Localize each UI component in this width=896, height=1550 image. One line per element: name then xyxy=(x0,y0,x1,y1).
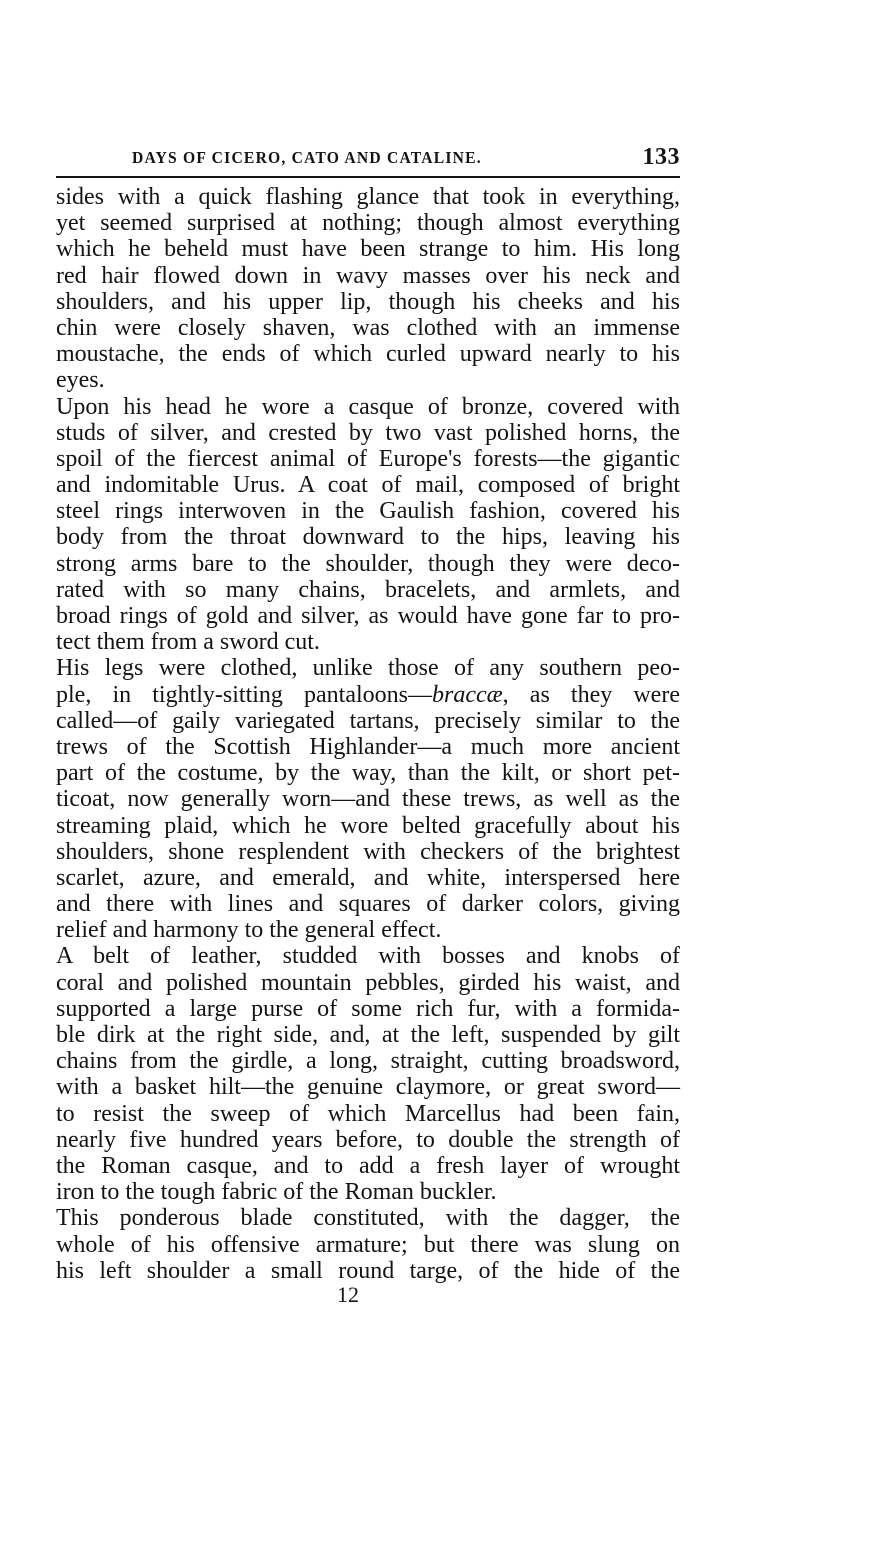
text-line: supported a large purse of some rich fur, with a formida- xyxy=(56,995,680,1022)
text-line: red hair flowed down in wavy masses over his neck and xyxy=(56,262,680,289)
header-rule xyxy=(56,176,680,178)
text-line: chin were closely shaven, was clothed with an immense xyxy=(56,314,680,341)
text-line: scarlet, azure, and emerald, and white, interspersed here xyxy=(56,864,680,891)
running-title: DAYS OF CICERO, CATO AND CATALINE. xyxy=(132,148,482,167)
text-line: trews of the Scottish Highlander—a much more ancient xyxy=(56,733,680,760)
body-text xyxy=(56,184,680,1284)
text-line: body from the throat downward to the hips, leaving his xyxy=(56,524,680,551)
text-line: ble dirk at the right side, and, at the left, suspended by gilt xyxy=(56,1022,680,1048)
latin-term: braccæ xyxy=(432,681,503,708)
text-line: whole of his offensive armature; but there was slung on xyxy=(56,1231,680,1258)
text-line: rated with so many chains, bracelets, and armlets, and xyxy=(56,576,680,603)
text-line: streaming plaid, which he wore belted gracefully about his xyxy=(56,812,680,839)
text-line: the Roman casque, and to add a fresh layer of wrought xyxy=(56,1152,680,1179)
text-line: strong arms bare to the shoulder, though they were deco- xyxy=(56,550,680,577)
text-line: relief and harmony to the general effect. xyxy=(56,917,442,944)
text-line: moustache, the ends of which curled upward nearly to his xyxy=(56,341,680,368)
text-line: His legs were clothed, unlike those of any southern peo- xyxy=(56,655,680,682)
text-line: A belt of leather, studded with bosses and knobs of xyxy=(56,943,680,970)
signature-mark: 12 xyxy=(337,1281,359,1307)
text-line: ple, in tightly-sitting pantaloons—braccæ, as they were xyxy=(56,681,680,708)
text-line: to resist the sweep of which Marcellus had been fain, xyxy=(56,1100,680,1127)
text-line: nearly five hundred years before, to double the strength of xyxy=(56,1126,680,1153)
page-number: 133 xyxy=(642,144,680,170)
text-line: and indomitable Urus. A coat of mail, composed of bright xyxy=(56,472,680,499)
text-line: shoulders, and his upper lip, though his cheeks and his xyxy=(56,288,680,315)
text-line: ticoat, now generally worn—and these trews, as well as the xyxy=(56,786,680,813)
text-line: This ponderous blade constituted, with the dagger, the xyxy=(56,1205,680,1232)
text-line: eyes. xyxy=(56,367,105,394)
text-line: iron to the tough fabric of the Roman buckler. xyxy=(56,1179,497,1206)
text-line: Upon his head he wore a casque of bronze, covered with xyxy=(56,393,680,420)
text-line: his left shoulder a small round targe, of the hide of the xyxy=(56,1257,680,1284)
text-line: tect them from a sword cut. xyxy=(56,629,320,656)
text-line: shoulders, shone resplendent with checkers of the brightest xyxy=(56,838,680,865)
running-head xyxy=(56,140,680,174)
text-line: chains from the girdle, a long, straight, cutting broadsword, xyxy=(56,1048,680,1075)
text-line: part of the costume, by the way, than the kilt, or short pet- xyxy=(56,760,680,787)
text-line: coral and polished mountain pebbles, girded his waist, and xyxy=(56,969,680,996)
text-line: yet seemed surprised at nothing; though almost everything xyxy=(56,210,680,237)
text-line: sides with a quick flashing glance that took in everything, xyxy=(56,184,680,210)
book-page xyxy=(56,140,680,1308)
text-line: spoil of the fiercest animal of Europe's forests—the gigantic xyxy=(56,445,680,472)
text-line: called—of gaily variegated tartans, precisely similar to the xyxy=(56,707,680,734)
text-line: steel rings interwoven in the Gaulish fashion, covered his xyxy=(56,498,680,525)
text-line: studs of silver, and crested by two vast polished horns, the xyxy=(56,419,680,446)
text-line: broad rings of gold and silver, as would have gone far to pro- xyxy=(56,603,680,629)
text-line: with a basket hilt—the genuine claymore, or great sword— xyxy=(56,1074,680,1101)
text-line: which he beheld must have been strange to him. His long xyxy=(56,236,680,263)
text-line: and there with lines and squares of darker colors, giving xyxy=(56,891,680,918)
